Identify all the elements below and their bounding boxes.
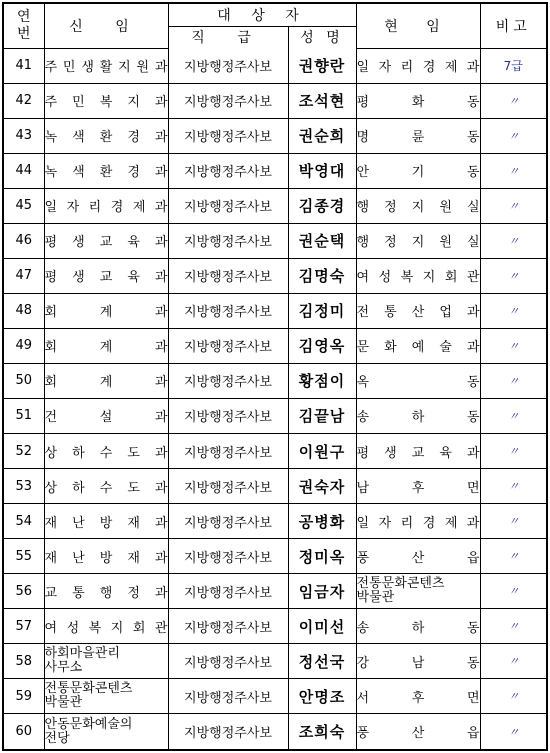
note-text: 〃 (508, 620, 519, 634)
header-target: 대 상 자 (168, 4, 356, 26)
new-post-cell (44, 644, 168, 679)
current-post-text: 풍 산 읍 (356, 726, 480, 742)
current-post-cell (356, 258, 480, 293)
row-number: 41 (4, 48, 44, 83)
note-cell (480, 48, 546, 83)
person-name: 권숙자 (288, 469, 356, 504)
current-post-cell (356, 398, 480, 433)
note-cell (480, 539, 546, 574)
new-post-text: 주 민 복 지 과 (44, 95, 168, 111)
new-post-text: 회 계 과 (44, 340, 168, 356)
note-cell (480, 714, 546, 749)
row-number: 53 (4, 469, 44, 504)
new-post-line1: 전통문화콘텐츠 (44, 681, 133, 697)
grade-cell: 지방행정주사보 (168, 83, 288, 118)
new-post-text: 상 하 수 도 과 (44, 480, 168, 496)
row-number: 48 (4, 293, 44, 328)
person-name: 안명조 (288, 679, 356, 714)
header-name: 성 명 (288, 26, 356, 48)
table-row (4, 398, 546, 433)
row-number: 42 (4, 83, 44, 118)
note-text: 〃 (508, 515, 519, 529)
note-text: 〃 (508, 445, 519, 459)
current-post-line2: 박물관 (356, 590, 395, 606)
note-text: 〃 (508, 725, 519, 739)
row-number: 49 (4, 328, 44, 363)
note-text: 〃 (508, 199, 519, 213)
table-row (4, 609, 546, 644)
header-current-post: 현 임 (356, 4, 480, 48)
current-post-text: 송 하 동 (356, 410, 480, 426)
current-post-cell (356, 574, 480, 609)
person-name: 황점이 (288, 363, 356, 398)
person-name: 공병화 (288, 504, 356, 539)
row-number: 52 (4, 434, 44, 469)
current-post-cell (356, 328, 480, 363)
person-name: 김명숙 (288, 258, 356, 293)
grade-cell: 지방행정주사보 (168, 504, 288, 539)
current-post-text: 행 정 지 원 실 (356, 235, 480, 251)
new-post-cell (44, 539, 168, 574)
person-name: 정미옥 (288, 539, 356, 574)
note-cell (480, 188, 546, 223)
person-name: 권순택 (288, 223, 356, 258)
new-post-text: 재 난 방 재 과 (44, 515, 168, 531)
new-post-text: 교 통 행 정 과 (44, 585, 168, 601)
person-name: 조석현 (288, 83, 356, 118)
note-cell (480, 153, 546, 188)
grade-cell: 지방행정주사보 (168, 644, 288, 679)
table-row (4, 83, 546, 118)
current-post-text: 옥 동 (356, 375, 480, 391)
grade-cell: 지방행정주사보 (168, 223, 288, 258)
note-text: 〃 (508, 304, 519, 318)
note-text: 〃 (508, 480, 519, 494)
new-post-cell (44, 504, 168, 539)
note-cell (480, 504, 546, 539)
new-post-line1: 하회마을관리 (44, 646, 120, 662)
note-cell (480, 293, 546, 328)
new-post-cell (44, 679, 168, 714)
new-post-cell (44, 153, 168, 188)
row-number: 57 (4, 609, 44, 644)
current-post-text: 문 화 예 술 과 (356, 340, 480, 356)
note-text: 〃 (508, 164, 519, 178)
table-row (4, 363, 546, 398)
person-name: 김영옥 (288, 328, 356, 363)
table-row (4, 679, 546, 714)
personnel-table (4, 4, 546, 749)
new-post-cell (44, 398, 168, 433)
current-post-cell (356, 188, 480, 223)
current-post-cell (356, 469, 480, 504)
table-row (4, 539, 546, 574)
note-text: 〃 (508, 269, 519, 283)
grade-cell: 지방행정주사보 (168, 188, 288, 223)
person-name: 이미선 (288, 609, 356, 644)
new-post-cell (44, 293, 168, 328)
row-number: 43 (4, 118, 44, 153)
new-post-cell (44, 434, 168, 469)
grade-cell: 지방행정주사보 (168, 398, 288, 433)
current-post-cell (356, 434, 480, 469)
table-row (4, 118, 546, 153)
grade-cell: 지방행정주사보 (168, 153, 288, 188)
note-text: 〃 (508, 409, 519, 423)
new-post-cell (44, 609, 168, 644)
grade-cell: 지방행정주사보 (168, 679, 288, 714)
note-cell (480, 363, 546, 398)
current-post-cell (356, 293, 480, 328)
note-text: 7급 (503, 59, 523, 74)
new-post-line2: 박물관 (44, 695, 83, 711)
new-post-cell (44, 328, 168, 363)
note-cell (480, 679, 546, 714)
current-post-text: 평 생 교 육 과 (356, 445, 480, 461)
table-row (4, 48, 546, 83)
row-number: 54 (4, 504, 44, 539)
note-cell (480, 118, 546, 153)
current-post-text: 강 남 동 (356, 655, 480, 671)
table-row (4, 504, 546, 539)
grade-cell: 지방행정주사보 (168, 328, 288, 363)
new-post-cell (44, 188, 168, 223)
person-name: 권향란 (288, 48, 356, 83)
row-number: 46 (4, 223, 44, 258)
new-post-cell (44, 223, 168, 258)
new-post-line2: 전당 (44, 730, 70, 746)
current-post-text: 일 자 리 경 제 과 (356, 515, 480, 531)
grade-cell: 지방행정주사보 (168, 539, 288, 574)
person-name: 정선국 (288, 644, 356, 679)
person-name: 권순희 (288, 118, 356, 153)
current-post-cell (356, 679, 480, 714)
note-cell (480, 434, 546, 469)
grade-cell: 지방행정주사보 (168, 714, 288, 749)
current-post-text: 서 후 면 (356, 690, 480, 706)
current-post-line1: 전통문화콘텐츠 (356, 576, 445, 592)
grade-cell: 지방행정주사보 (168, 434, 288, 469)
row-number: 58 (4, 644, 44, 679)
person-name: 조희숙 (288, 714, 356, 749)
new-post-cell (44, 714, 168, 749)
row-number: 47 (4, 258, 44, 293)
header-row-top (4, 4, 546, 26)
person-name: 김끝남 (288, 398, 356, 433)
current-post-cell (356, 48, 480, 83)
note-cell (480, 258, 546, 293)
new-post-cell (44, 574, 168, 609)
grade-cell: 지방행정주사보 (168, 48, 288, 83)
header-grade: 직 급 (168, 26, 288, 48)
grade-cell: 지방행정주사보 (168, 118, 288, 153)
note-cell (480, 398, 546, 433)
table-row (4, 258, 546, 293)
new-post-text: 회 계 과 (44, 305, 168, 321)
current-post-text: 풍 산 읍 (356, 550, 480, 566)
new-post-text: 일 자 리 경 제 과 (44, 200, 168, 216)
note-text: 〃 (508, 585, 519, 599)
note-text: 〃 (508, 129, 519, 143)
row-number: 60 (4, 714, 44, 749)
note-text: 〃 (508, 94, 519, 108)
grade-cell: 지방행정주사보 (168, 469, 288, 504)
table-row (4, 293, 546, 328)
person-name: 김종경 (288, 188, 356, 223)
current-post-cell (356, 504, 480, 539)
table-row (4, 469, 546, 504)
note-cell (480, 469, 546, 504)
person-name: 김정미 (288, 293, 356, 328)
person-name: 임금자 (288, 574, 356, 609)
grade-cell: 지방행정주사보 (168, 574, 288, 609)
new-post-cell (44, 363, 168, 398)
new-post-cell (44, 83, 168, 118)
current-post-text: 안 기 동 (356, 165, 480, 181)
new-post-text: 녹 색 환 경 과 (44, 165, 168, 181)
grade-cell: 지방행정주사보 (168, 609, 288, 644)
table-row (4, 223, 546, 258)
new-post-text: 평 생 교 육 과 (44, 235, 168, 251)
note-text: 〃 (508, 690, 519, 704)
row-number: 51 (4, 398, 44, 433)
current-post-text: 송 하 동 (356, 620, 480, 636)
new-post-text: 평 생 교 육 과 (44, 270, 168, 286)
note-cell (480, 83, 546, 118)
current-post-text: 남 후 면 (356, 480, 480, 496)
current-post-text: 전 통 산 업 과 (356, 305, 480, 321)
note-cell (480, 644, 546, 679)
new-post-text: 건 설 과 (44, 410, 168, 426)
new-post-text: 회 계 과 (44, 375, 168, 391)
current-post-cell (356, 363, 480, 398)
note-text: 〃 (508, 234, 519, 248)
current-post-cell (356, 153, 480, 188)
current-post-cell (356, 609, 480, 644)
current-post-cell (356, 714, 480, 749)
current-post-text: 명 륜 동 (356, 130, 480, 146)
note-cell (480, 574, 546, 609)
new-post-text: 녹 색 환 경 과 (44, 130, 168, 146)
current-post-cell (356, 118, 480, 153)
new-post-text: 주 민 생 활 지 원 과 (44, 60, 168, 76)
current-post-text: 일 자 리 경 제 과 (356, 60, 480, 76)
note-text: 〃 (508, 339, 519, 353)
note-text: 〃 (508, 655, 519, 669)
person-name: 박영대 (288, 153, 356, 188)
row-number: 56 (4, 574, 44, 609)
current-post-cell (356, 644, 480, 679)
header-number-top: 연 (16, 8, 31, 25)
note-text: 〃 (508, 374, 519, 388)
grade-cell: 지방행정주사보 (168, 363, 288, 398)
current-post-cell (356, 539, 480, 574)
new-post-text: 여 성 복 지 회 관 (44, 620, 168, 636)
row-number: 59 (4, 679, 44, 714)
row-number: 44 (4, 153, 44, 188)
new-post-line2: 사무소 (44, 660, 83, 676)
table-row (4, 188, 546, 223)
header-note: 비고 (480, 4, 546, 48)
new-post-text: 재 난 방 재 과 (44, 550, 168, 566)
table-row (4, 328, 546, 363)
table-row (4, 434, 546, 469)
row-number: 55 (4, 539, 44, 574)
table-row (4, 644, 546, 679)
header-number-bottom: 번 (16, 25, 31, 42)
grade-cell: 지방행정주사보 (168, 293, 288, 328)
grade-cell: 지방행정주사보 (168, 258, 288, 293)
new-post-text: 상 하 수 도 과 (44, 445, 168, 461)
person-name: 이원구 (288, 434, 356, 469)
note-text: 〃 (508, 550, 519, 564)
table-row (4, 714, 546, 749)
current-post-text: 평 화 동 (356, 95, 480, 111)
header-number (4, 4, 44, 48)
table-row (4, 574, 546, 609)
document-sheet (2, 2, 548, 751)
current-post-cell (356, 83, 480, 118)
table-body (4, 48, 546, 749)
current-post-text: 여 성 복 지 회 관 (356, 270, 480, 286)
row-number: 50 (4, 363, 44, 398)
new-post-line1: 안동문화예술의 (44, 716, 133, 732)
note-cell (480, 328, 546, 363)
new-post-cell (44, 258, 168, 293)
note-cell (480, 609, 546, 644)
header-new-post: 신 임 (44, 4, 168, 48)
table-row (4, 153, 546, 188)
new-post-cell (44, 48, 168, 83)
new-post-cell (44, 118, 168, 153)
current-post-cell (356, 223, 480, 258)
current-post-text: 행 정 지 원 실 (356, 200, 480, 216)
note-cell (480, 223, 546, 258)
new-post-cell (44, 469, 168, 504)
row-number: 45 (4, 188, 44, 223)
